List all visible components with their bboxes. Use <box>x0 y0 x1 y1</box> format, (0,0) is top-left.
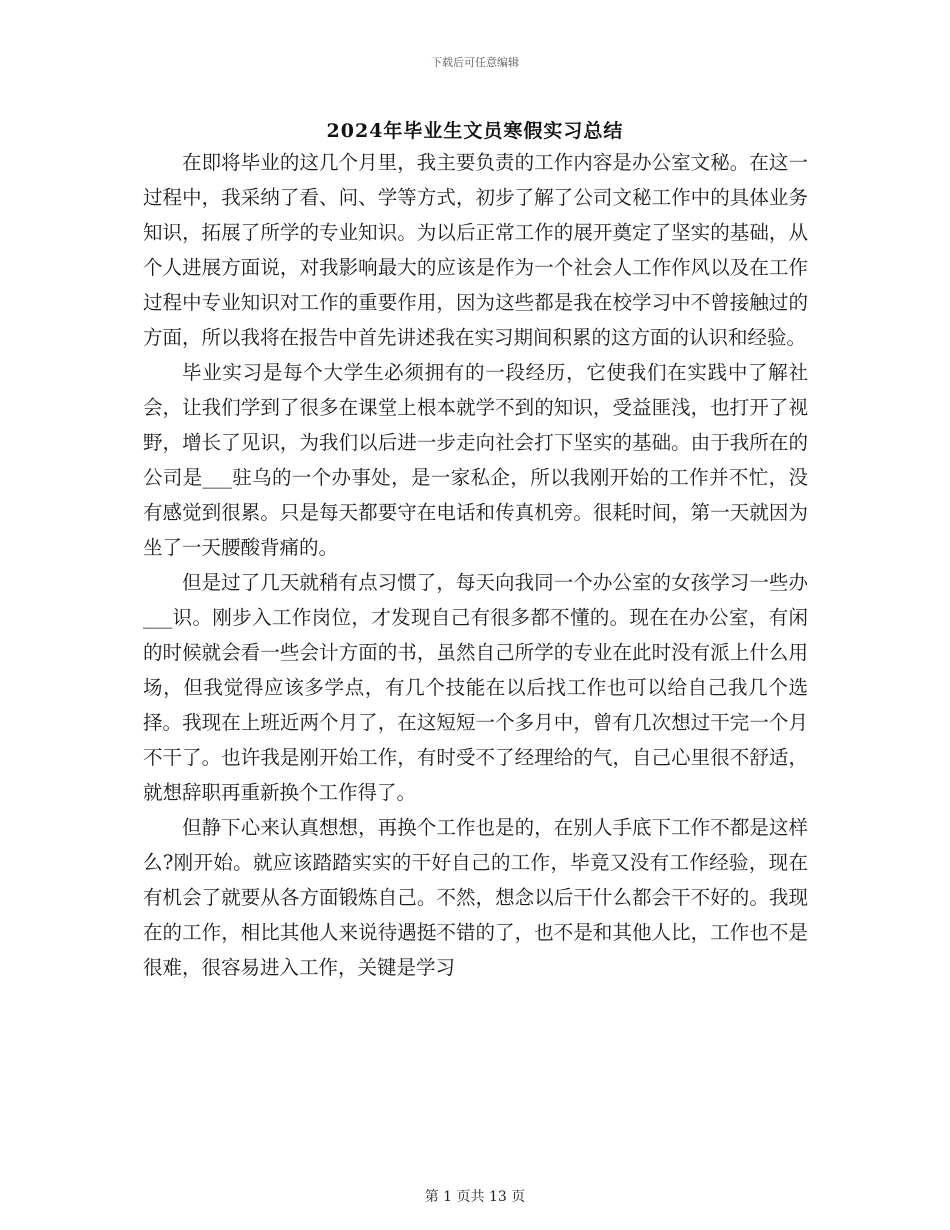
paragraph: 但静下心来认真想想，再换个工作也是的，在别人手底下工作不都是这样么?刚开始。就应该踏踏实实的干好自己的工作，毕竟又没有工作经验，现在有机会了就要从各方面锻炼自己。不然，想念以后干什么都会干不好的。我现在的工作，相比其他人来说待遇挺不错的了，也不是和其他人比，工作也不是很难，很容易进入工作，关键是学习 <box>143 816 808 979</box>
document-title: 2024年毕业生文员寒假实习总结 <box>326 120 624 142</box>
paragraph: 在即将毕业的这几个月里，我主要负责的工作内容是办公室文秘。在这一过程中，我采纳了看、问、学等方式，初步了解了公司文秘工作中的具体业务知识，拓展了所学的专业知识。为以后正常工作的展开奠定了坚实的基础，从个人进展方面说，对我影响最大的应该是作为一个社会人工作作风以及在工作过程中专业知识对工作的重要作用，因为这些都是我在校学习中不曾接触过的方面，所以我将在报告中首先讲述我在实习期间积累的这方面的认识和经验。 <box>143 151 808 349</box>
document-body <box>143 145 808 985</box>
paragraph: 毕业实习是每个大学生必须拥有的一段经历，它使我们在实践中了解社会，让我们学到了很多在课堂上根本就学不到的知识，受益匪浅，也打开了视野，增长了见识，为我们以后进一步走向社会打下坚实的基础。由于我所在的公司是___驻乌的一个办事处，是一家私企，所以我刚开始的工作并不忙，没有感觉到很累。只是每天都要守在电话和传真机旁。很耗时间，第一天就因为坐了一天腰酸背痛的。 <box>143 361 808 559</box>
page-footer-number: 第 1 页共 13 页 <box>424 1189 526 1205</box>
page-header-note: 下载后可任意编辑 <box>431 56 519 69</box>
paragraph: 但是过了几天就稍有点习惯了，每天向我同一个办公室的女孩学习一些办___识。刚步入工作岗位，才发现自己有很多都不懂的。现在在办公室，有闲的时候就会看一些会计方面的书，虽然自己所学的专业在此时没有派上什么用场，但我觉得应该多学点，有几个技能在以后找工作也可以给自己我几个选择。我现在上班近两个月了，在这短短一个多月中，曾有几次想过干完一个月不干了。也许我是刚开始工作，有时受不了经理给的气，自己心里很不舒适，就想辞职再重新换个工作得了。 <box>143 571 808 804</box>
